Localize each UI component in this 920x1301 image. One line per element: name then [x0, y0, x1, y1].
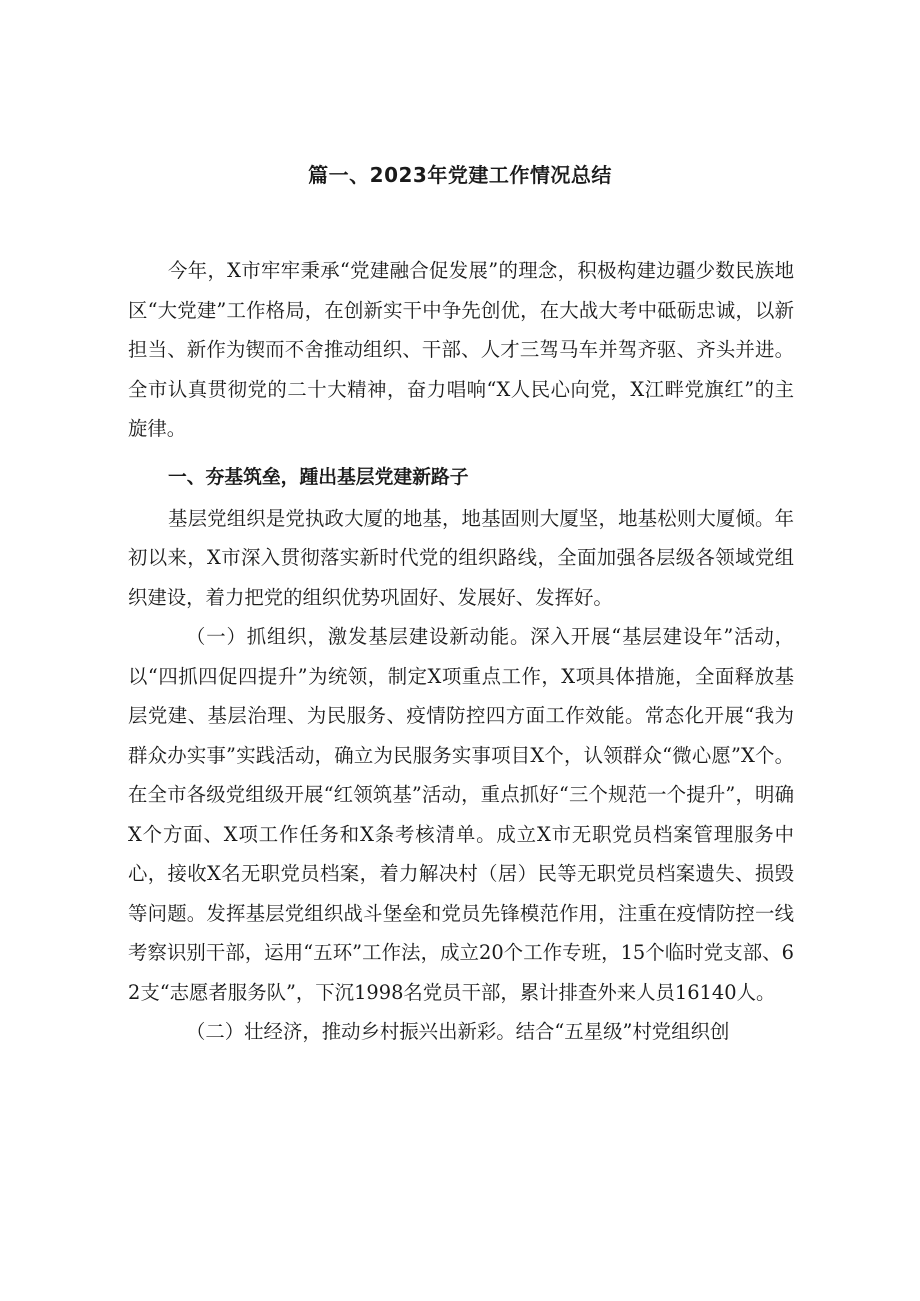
document-body [128, 251, 794, 1052]
intro-paragraph: 今年，X市牢牢秉承“党建融合促发展”的理念，积极构建边疆少数民族地区“大党建”工作格局，在创新实干中争先创优，在大战大考中砥砺忠诚，以新担当、新作为锲而不舍推动组织、干部、人才三驾马车并驾齐驱、齐头并进。全市认真贯彻党的二十大精神，奋力唱响“X人民心向党，X江畔党旗红”的主旋律。 [128, 259, 794, 440]
section-lead-paragraph: 基层党组织是党执政大厦的地基，地基固则大厦坚，地基松则大厦倾。年初以来，X市深入贯彻落实新时代党的组织路线，全面加强各层级各领域党组织建设，着力把党的组织优势巩固好、发展好、发挥好。 [128, 506, 794, 609]
item-paragraph-1: （一）抓组织，激发基层建设新动能。深入开展“基层建设年”活动，以“四抓四促四提升”为统领，制定X项重点工作，X项具体措施，全面释放基层党建、基层治理、为民服务、疫情防控四方面工作效能。常态化开展“我为群众办实事”实践活动，确立为民服务实事项目X个，认领群众“微心愿”X个。在全市各级党组级开展“红领筑基”活动，重点抓好“三个规范一个提升”，明确X个方面、X项工作任务和X条考核清单。成立X市无职党员档案管理服务中心，接收X名无职党员档案，着力解决村（居）民等无职党员档案遗失、损毁等问题。发挥基层党组织战斗堡垒和党员先锋模范作用，注重在疫情防控一线考察识别干部，运用“五环”工作法，成立20个工作专班，15个临时党支部、62支“志愿者服务队”，下沉1998名党员干部，累计排查外来人员16140人。 [128, 625, 794, 1004]
paragraph-gap [128, 449, 794, 452]
document-title: 篇一、2023年党建工作情况总结 [308, 163, 612, 187]
section-heading: 一、夯基筑垒，踵出基层党建新路子 [168, 466, 469, 488]
item-paragraph-2: （二）壮经济，推动乡村振兴出新彩。结合“五星级”村党组织创 [186, 1020, 730, 1043]
